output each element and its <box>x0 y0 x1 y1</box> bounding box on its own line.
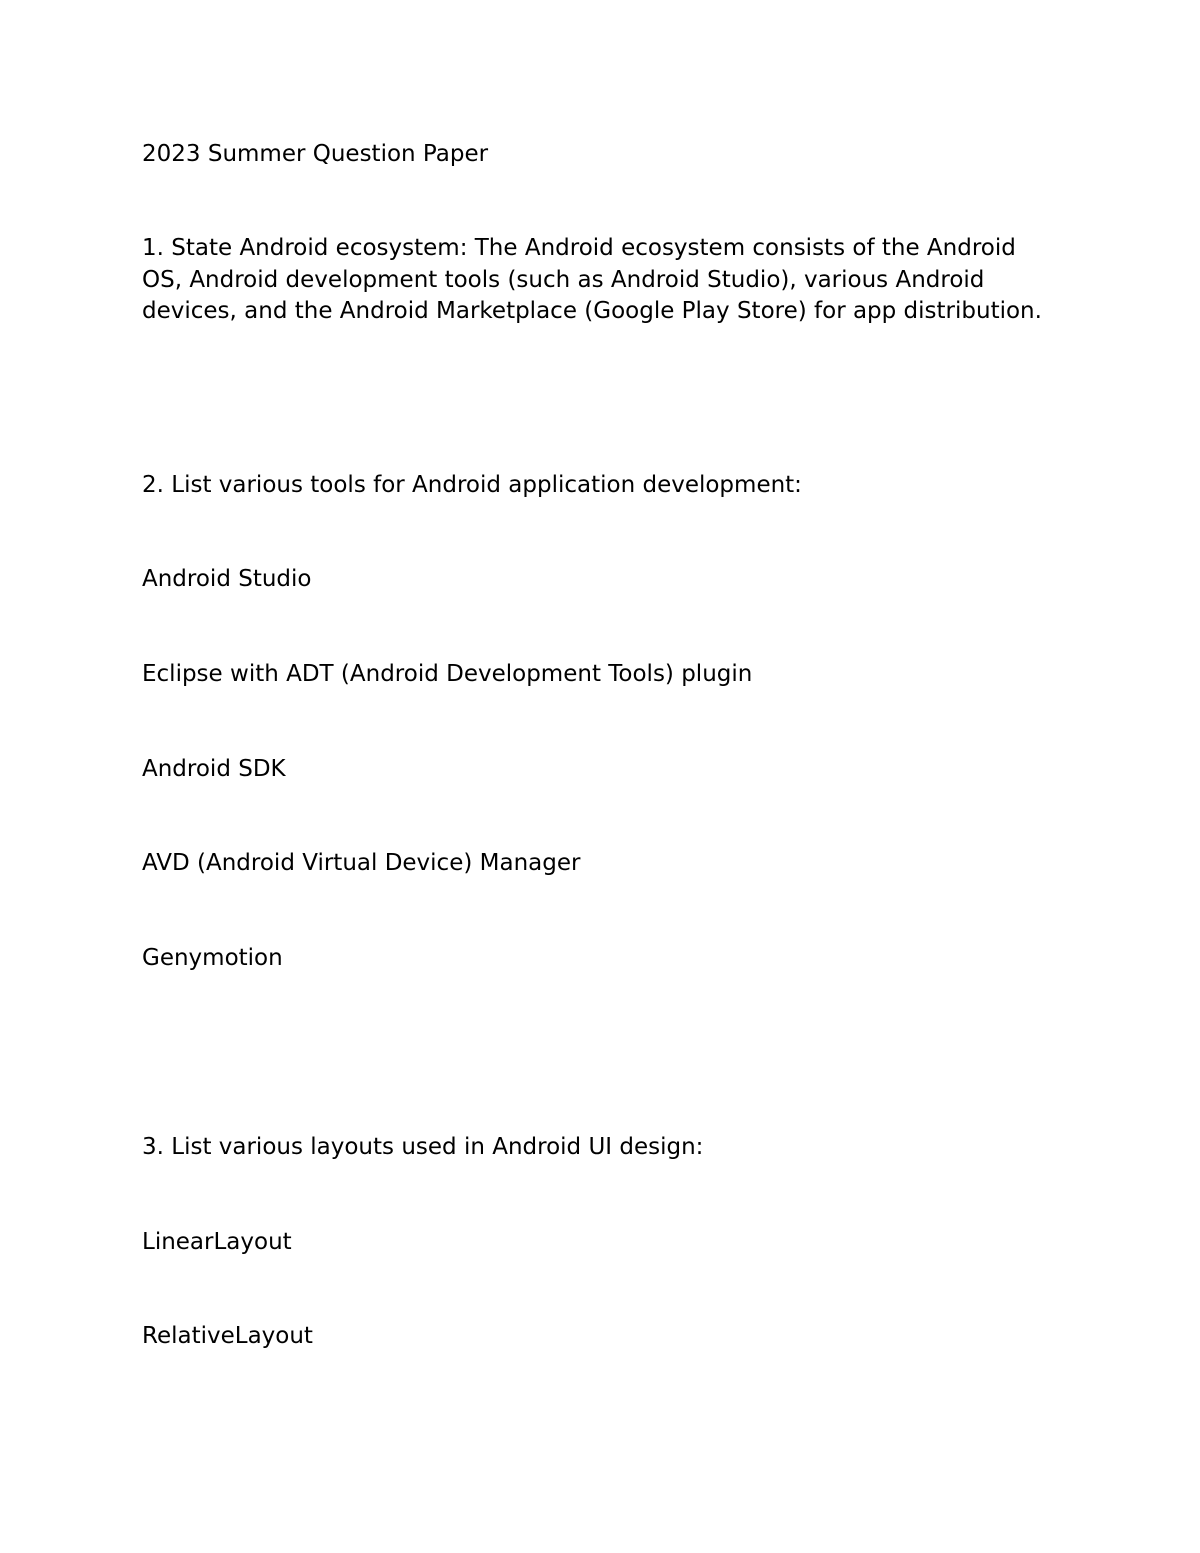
question-1: 1. State Android ecosystem: The Android ecosystem consists of the Android OS, Android development tools (such as Android Studio), various Android devices, and the Android Marketplace (Google Play Store) for app distribution. <box>142 235 1042 324</box>
question-2: 2. List various tools for Android application development: <box>142 472 802 498</box>
document-title: 2023 Summer Question Paper <box>142 141 489 167</box>
question-3: 3. List various layouts used in Android UI design: <box>142 1134 704 1160</box>
answer-item: Android SDK <box>142 756 286 782</box>
answer-item: Genymotion <box>142 945 283 971</box>
answer-item: AVD (Android Virtual Device) Manager <box>142 850 581 876</box>
answer-item: LinearLayout <box>142 1229 292 1255</box>
answer-item: Android Studio <box>142 566 312 592</box>
answer-item: Eclipse with ADT (Android Development Tools) plugin <box>142 661 753 687</box>
answer-item: RelativeLayout <box>142 1323 313 1349</box>
